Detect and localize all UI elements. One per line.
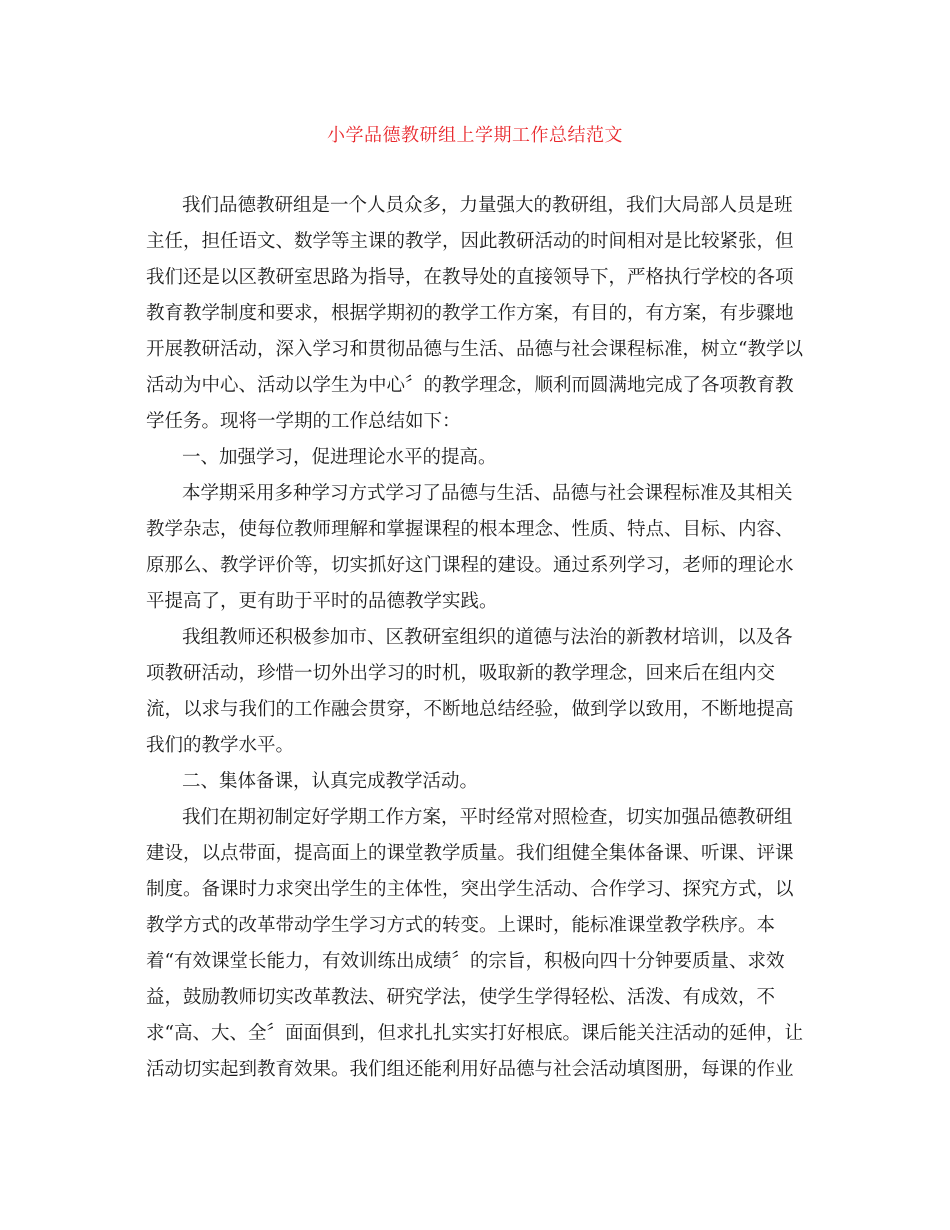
text-line: 活动为中心、活动以学生为中心〞的教学理念，顺利而圆满地完成了各项教育教 — [146, 375, 794, 396]
text-line: 教育教学制度和要求，根据学期初的教学工作方案，有目的，有方案，有步骤地 — [146, 303, 794, 324]
text-line: 活动切实起到教育效果。我们组还能利用好品德与社会活动填图册，每课的作业 — [146, 1059, 794, 1080]
text-line: 开展教研活动，深入学习和贯彻品德与生活、品德与社会课程标准，树立“教学以 — [146, 339, 803, 360]
text-line: 我们还是以区教研室思路为指导，在教导处的直接领导下，严格执行学校的各项 — [146, 267, 794, 288]
text-line: 教学方式的改革带动学生学习方式的转变。上课时，能标准课堂教学秩序。本 — [146, 915, 776, 936]
text-line: 建设，以点带面，提高面上的课堂教学质量。我们组健全集体备课、听课、评课 — [146, 843, 794, 864]
text-line: 原那么、教学评价等，切实抓好这门课程的建设。通过系列学习，老师的理论水 — [146, 555, 794, 576]
text-line: 流，以求与我们的工作融会贯穿，不断地总结经验，做到学以致用，不断地提高 — [146, 699, 794, 720]
text-line: 我组教师还积极参加市、区教研室组织的道德与法治的新教材培训，以及各 — [182, 627, 793, 648]
text-line: 我们在期初制定好学期工作方案，平时经常对照检查，切实加强品德教研组 — [182, 807, 793, 828]
text-line: 项教研活动，珍惜一切外出学习的时机，吸取新的教学理念，回来后在组内交 — [146, 663, 776, 684]
text-line: 主任，担任语文、数学等主课的教学，因此教研活动的时间相对是比较紧张，但 — [146, 231, 794, 252]
text-line: 平提高了，更有助于平时的品德教学实践。 — [146, 591, 498, 612]
text-line: 求“高、大、全〞面面俱到，但求扎扎实实打好根底。课后能关注活动的延伸，让 — [146, 1023, 803, 1044]
text-line: 益，鼓励教师切实改革教法、研究学法，使学生学得轻松、活泼、有成效，不 — [146, 987, 776, 1008]
document-title: 小学品德教研组上学期工作总结范文 — [327, 125, 623, 146]
text-line: 本学期采用多种学习方式学习了品德与生活、品德与社会课程标准及其相关 — [182, 483, 793, 504]
text-line: 着“有效课堂长能力，有效训练出成绩〞的宗旨，积极向四十分钟要质量、求效 — [146, 951, 785, 972]
text-line: 制度。备课时力求突出学生的主体性，突出学生活动、合作学习、探究方式，以 — [146, 879, 794, 900]
section-heading: 一、加强学习，促进理论水平的提高。 — [182, 447, 497, 468]
section-heading: 二、集体备课，认真完成教学活动。 — [182, 771, 479, 792]
text-line: 学任务。现将一学期的工作总结如下： — [146, 411, 461, 432]
text-line: 教学杂志，使每位教师理解和掌握课程的根本理念、性质、特点、目标、内容、 — [146, 519, 794, 540]
text-line: 我们的教学水平。 — [146, 735, 295, 756]
text-line: 我们品德教研组是一个人员众多，力量强大的教研组，我们大局部人员是班 — [182, 195, 793, 216]
